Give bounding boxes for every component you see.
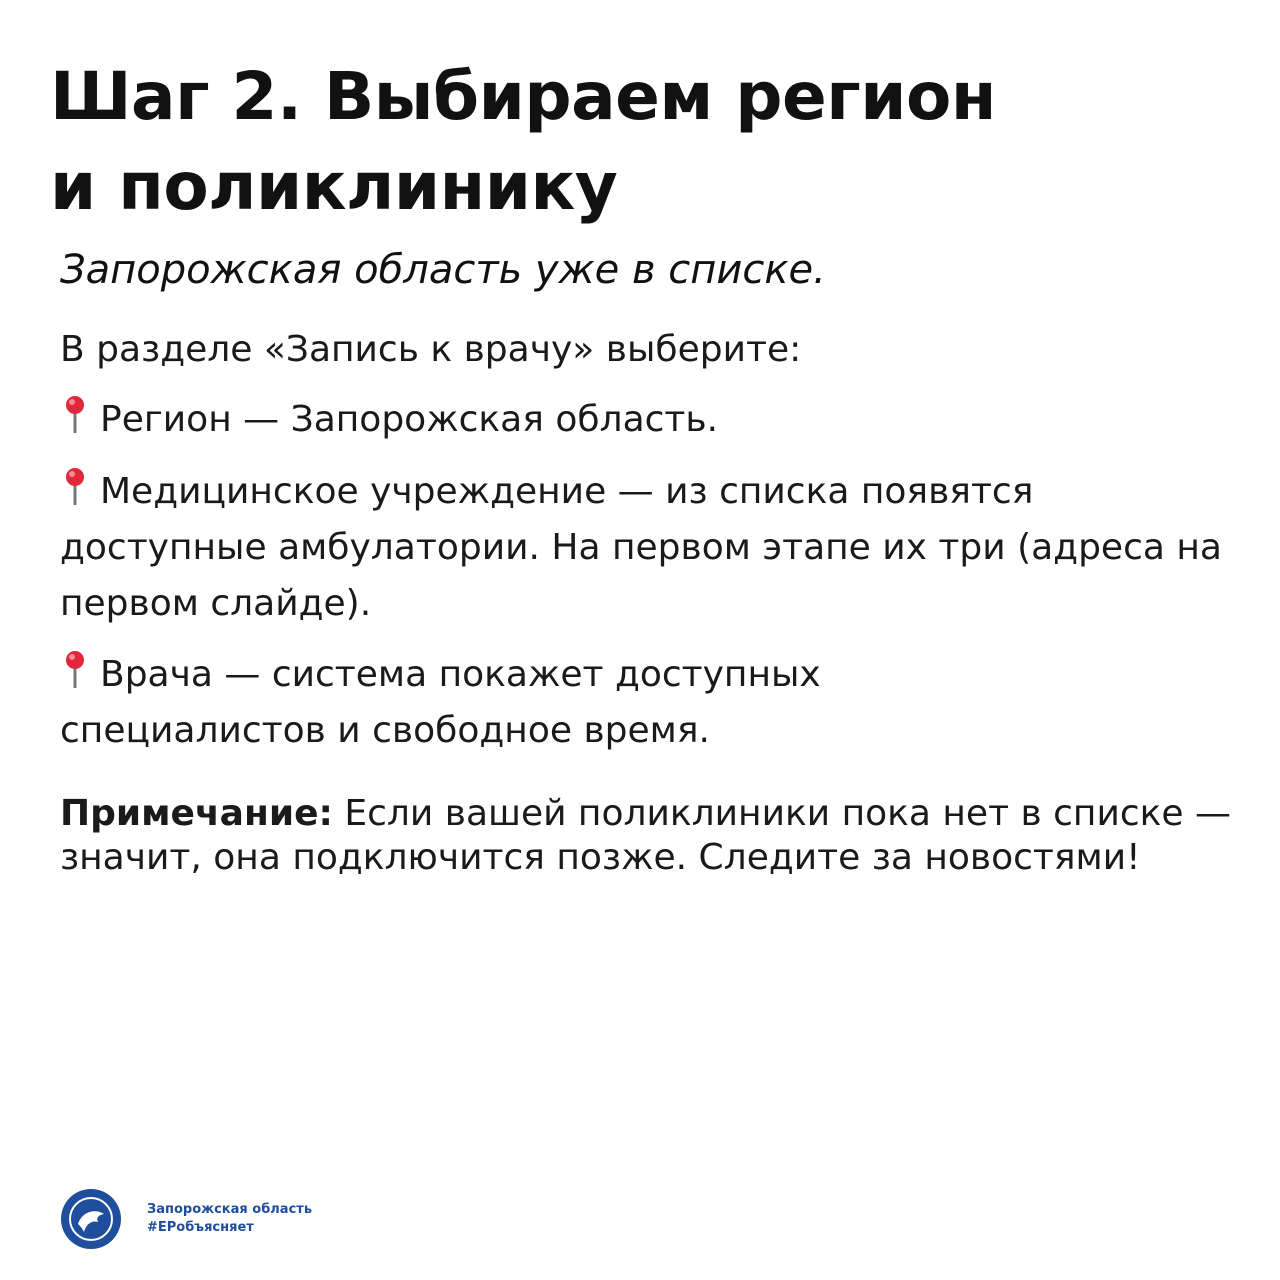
- subtitle: Запорожская область уже в списке.: [60, 247, 826, 293]
- list-item-text: Регион — Запорожская область.: [100, 399, 719, 440]
- pushpin-icon: [60, 395, 90, 435]
- pushpin-icon: [60, 650, 90, 690]
- page-title: [50, 52, 996, 232]
- title-line-1: Шаг 2. Выбираем регион: [50, 58, 996, 135]
- pushpin-icon: [60, 467, 90, 507]
- footer: [60, 1188, 312, 1250]
- list-item-text: Врача — система покажет доступных специалистов и свободное время.: [60, 654, 821, 751]
- intro-text: В разделе «Запись к врачу» выберите:: [60, 329, 802, 370]
- footer-hashtag[interactable]: #ЕРобъясняет: [147, 1220, 254, 1235]
- title-line-2: и поликлинику: [50, 148, 618, 225]
- list-item-text: Медицинское учреждение — из списка появятся доступные амбулатории. На первом этапе их три (адреса на первом слайде).: [60, 471, 1222, 624]
- note-label: Примечание:: [60, 793, 333, 834]
- list-item: [60, 647, 1060, 759]
- note-text: Если вашей поликлиники пока нет в списке — значит, она подключится позже. Следите за новостями!: [60, 793, 1231, 878]
- list-item: [60, 464, 1240, 632]
- footer-region: Запорожская область: [147, 1202, 313, 1217]
- note: [60, 792, 1240, 880]
- list-item: [60, 392, 1240, 448]
- party-logo-icon: [60, 1188, 122, 1250]
